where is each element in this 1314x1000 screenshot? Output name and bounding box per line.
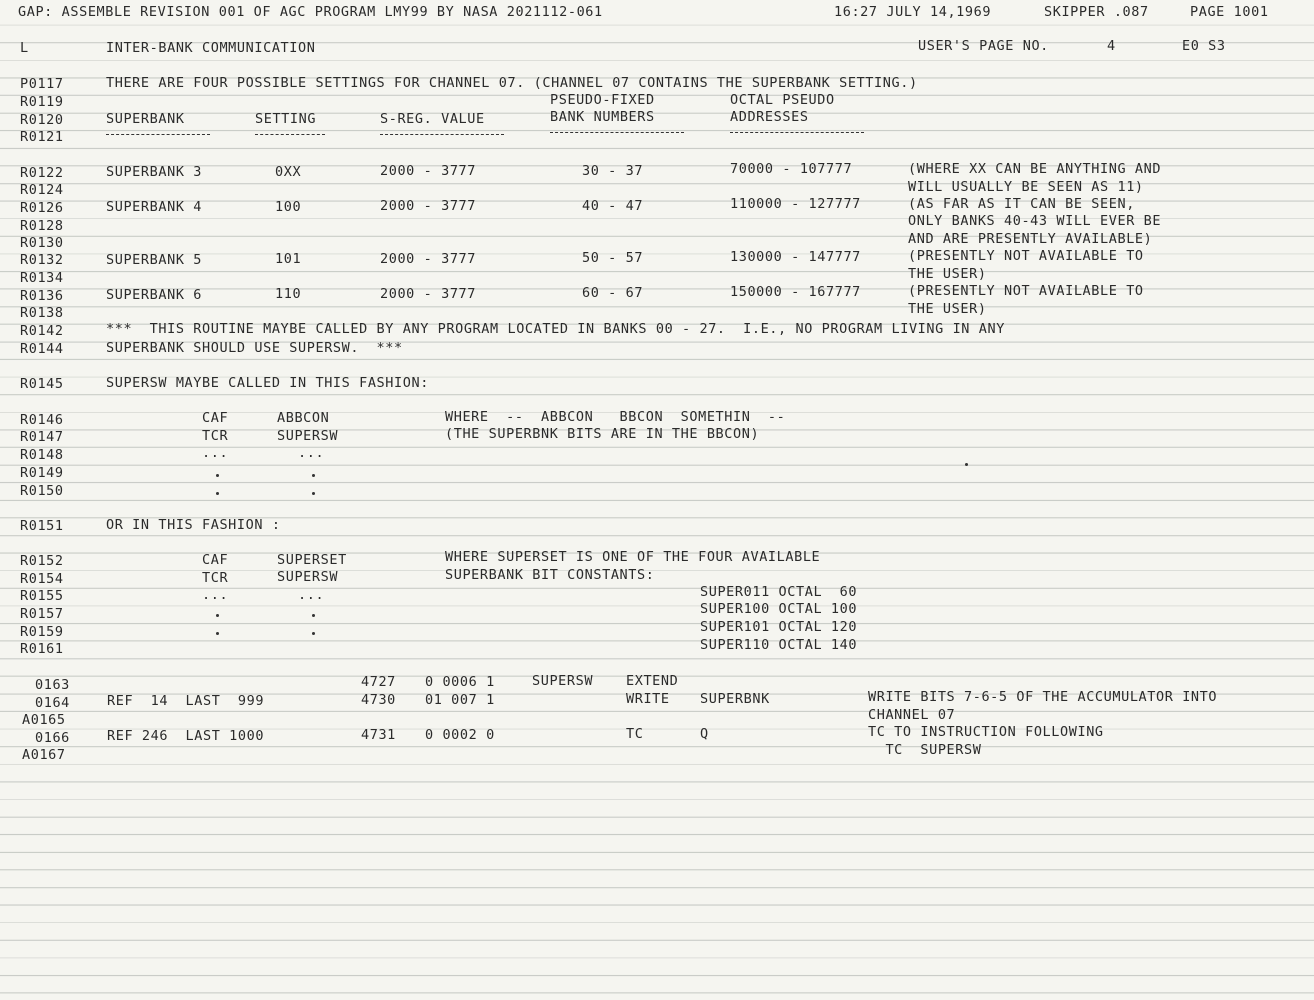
superbank-setting: 100: [275, 199, 302, 215]
code-word: 0 0002 0: [425, 727, 495, 743]
header-user: SKIPPER .087: [1044, 4, 1149, 20]
code-comment: WRITE BITS 7-6-5 OF THE ACCUMULATOR INTO: [868, 689, 1218, 705]
header-timestamp: 16:27 JULY 14,1969: [834, 4, 992, 20]
superbank-banks: 40 - 47: [582, 198, 644, 214]
example1-ellipsis: ...: [298, 445, 325, 461]
superbank-note: (WHERE XX CAN BE ANYTHING AND: [908, 161, 1162, 177]
code-operand: Q: [700, 726, 709, 742]
superbank-setting: 110: [275, 286, 302, 302]
example2-ellipsis: ...: [298, 587, 325, 603]
user-page-number: 4: [1107, 38, 1116, 54]
example2-arg: SUPERSET: [277, 552, 347, 568]
line-id: R0122: [20, 165, 64, 181]
note-text: *** THIS ROUTINE MAYBE CALLED BY ANY PROGRAM LOCATED IN BANKS 00 - 27. I.E., NO PROGRAM LIVING IN ANY: [106, 321, 1005, 337]
edition-code: E0 S3: [1182, 38, 1226, 54]
code-word: 01 007 1: [425, 692, 495, 708]
example2-where: WHERE SUPERSET IS ONE OF THE FOUR AVAILABLE: [445, 549, 821, 565]
header-underline: [380, 134, 504, 135]
line-id: R0151: [20, 518, 64, 534]
example2-arg: SUPERSW: [277, 569, 339, 585]
line-id: R0152: [20, 553, 64, 569]
line-id: R0120: [20, 112, 64, 128]
code-line-number: 0166: [35, 730, 70, 746]
continuation-dot: [312, 492, 315, 495]
line-id: R0134: [20, 270, 64, 286]
col-head-sreg: S-REG. VALUE: [380, 111, 485, 127]
line-id: R0154: [20, 571, 64, 587]
superbank-addresses: 150000 - 167777: [730, 284, 861, 300]
superbank-sreg: 2000 - 3777: [380, 286, 477, 302]
superbank-sreg: 2000 - 3777: [380, 163, 477, 179]
code-address: 4727: [361, 674, 396, 690]
code-line-number: A0165: [22, 712, 66, 728]
superbank-note: ONLY BANKS 40-43 WILL EVER BE: [908, 213, 1162, 229]
superbank-setting: 101: [275, 251, 302, 267]
line-id: R0136: [20, 288, 64, 304]
continuation-dot: [312, 614, 315, 617]
superbank-sreg: 2000 - 3777: [380, 198, 477, 214]
line-id: R0128: [20, 218, 64, 234]
superbank-note: THE USER): [908, 266, 987, 282]
code-comment: TC SUPERSW: [868, 742, 982, 758]
header-underline: [730, 132, 864, 133]
superbank-note: AND ARE PRESENTLY AVAILABLE): [908, 231, 1153, 247]
user-page-label: USER'S PAGE NO.: [918, 38, 1049, 54]
example2-op: TCR: [202, 570, 229, 586]
superbank-note: (PRESENTLY NOT AVAILABLE TO: [908, 283, 1144, 299]
subheader-letter: L: [20, 40, 29, 56]
continuation-dot: [216, 492, 219, 495]
superbank-constant: SUPER100 OCTAL 100: [700, 601, 858, 617]
col-head-addresses: ADDRESSES: [730, 109, 809, 125]
header-underline: [550, 132, 684, 133]
superbank-addresses: 110000 - 127777: [730, 196, 861, 212]
continuation-dot: [216, 474, 219, 477]
superbank-addresses: 130000 - 147777: [730, 249, 861, 265]
superbank-banks: 30 - 37: [582, 163, 644, 179]
continuation-dot: [312, 474, 315, 477]
example1-op: TCR: [202, 428, 229, 444]
superbank-banks: 50 - 57: [582, 250, 644, 266]
continuation-dot: [312, 632, 315, 635]
line-id: R0119: [20, 94, 64, 110]
code-opcode: EXTEND: [626, 673, 679, 689]
line-id: R0161: [20, 641, 64, 657]
superbank-sreg: 2000 - 3777: [380, 251, 477, 267]
code-comment: CHANNEL 07: [868, 707, 956, 723]
example1-op: CAF: [202, 410, 229, 426]
line-id: R0146: [20, 412, 64, 428]
superbank-note: (PRESENTLY NOT AVAILABLE TO: [908, 248, 1144, 264]
col-head-superbank: SUPERBANK: [106, 111, 185, 127]
line-id: R0150: [20, 483, 64, 499]
stray-mark: [965, 463, 968, 466]
code-opcode: WRITE: [626, 691, 670, 707]
code-label: SUPERSW: [532, 673, 594, 689]
header-assembly-line: GAP: ASSEMBLE REVISION 001 OF AGC PROGRAM LMY99 BY NASA 2021112-061: [18, 4, 603, 20]
code-address: 4731: [361, 727, 396, 743]
line-text: SUPERSW MAYBE CALLED IN THIS FASHION:: [106, 375, 429, 391]
line-id: R0159: [20, 624, 64, 640]
line-id: R0157: [20, 606, 64, 622]
superbank-constant: SUPER101 OCTAL 120: [700, 619, 858, 635]
code-line-number: A0167: [22, 747, 66, 763]
superbank-name: SUPERBANK 5: [106, 252, 203, 268]
code-comment: TC TO INSTRUCTION FOLLOWING: [868, 724, 1104, 740]
code-address: 4730: [361, 692, 396, 708]
col-head-pseudo-fixed: PSEUDO-FIXED: [550, 92, 655, 108]
line-text: OR IN THIS FASHION :: [106, 517, 281, 533]
code-word: 0 0006 1: [425, 674, 495, 690]
header-page: PAGE 1001: [1190, 4, 1269, 20]
code-opcode: TC: [626, 726, 644, 742]
superbank-note: (AS FAR AS IT CAN BE SEEN,: [908, 196, 1135, 212]
col-head-setting: SETTING: [255, 111, 317, 127]
continuation-dot: [216, 632, 219, 635]
line-id: R0130: [20, 235, 64, 251]
superbank-name: SUPERBANK 4: [106, 199, 203, 215]
section-title: INTER-BANK COMMUNICATION: [106, 40, 316, 56]
col-head-bank-numbers: BANK NUMBERS: [550, 109, 655, 125]
line-id: R0149: [20, 465, 64, 481]
superbank-setting: 0XX: [275, 164, 302, 180]
code-line-number: 0164: [35, 695, 70, 711]
line-id: P0117: [20, 76, 64, 92]
superbank-constant: SUPER011 OCTAL 60: [700, 584, 858, 600]
line-id: R0148: [20, 447, 64, 463]
code-operand: SUPERBNK: [700, 691, 770, 707]
line-id: R0124: [20, 182, 64, 198]
example2-op: CAF: [202, 552, 229, 568]
example1-where: (THE SUPERBNK BITS ARE IN THE BBCON): [445, 426, 760, 442]
line-id: R0121: [20, 129, 64, 145]
header-underline: [255, 134, 325, 135]
example2-ellipsis: ...: [202, 587, 229, 603]
example1-arg: SUPERSW: [277, 428, 339, 444]
header-underline: [106, 134, 210, 135]
superbank-note: THE USER): [908, 301, 987, 317]
code-ref: REF 246 LAST 1000: [107, 728, 265, 744]
superbank-addresses: 70000 - 107777: [730, 161, 853, 177]
superbank-constant: SUPER110 OCTAL 140: [700, 637, 858, 653]
superbank-name: SUPERBANK 3: [106, 164, 203, 180]
line-id: R0155: [20, 588, 64, 604]
line-id: R0126: [20, 200, 64, 216]
example1-arg: ABBCON: [277, 410, 330, 426]
line-id: R0132: [20, 252, 64, 268]
example2-where: SUPERBANK BIT CONSTANTS:: [445, 567, 655, 583]
line-id: R0145: [20, 376, 64, 392]
code-line-number: 0163: [35, 677, 70, 693]
example1-where: WHERE -- ABBCON BBCON SOMETHIN --: [445, 409, 786, 425]
line-id: R0147: [20, 429, 64, 445]
note-text: SUPERBANK SHOULD USE SUPERSW. ***: [106, 340, 403, 356]
line-id: R0144: [20, 341, 64, 357]
superbank-banks: 60 - 67: [582, 285, 644, 301]
superbank-note: WILL USUALLY BE SEEN AS 11): [908, 179, 1144, 195]
line-id: R0138: [20, 305, 64, 321]
example1-ellipsis: ...: [202, 445, 229, 461]
line-text: THERE ARE FOUR POSSIBLE SETTINGS FOR CHANNEL 07. (CHANNEL 07 CONTAINS THE SUPERBANK SETTING.): [106, 75, 918, 91]
code-ref: REF 14 LAST 999: [107, 693, 265, 709]
continuation-dot: [216, 614, 219, 617]
col-head-octal-pseudo: OCTAL PSEUDO: [730, 92, 835, 108]
line-id: R0142: [20, 323, 64, 339]
superbank-name: SUPERBANK 6: [106, 287, 203, 303]
